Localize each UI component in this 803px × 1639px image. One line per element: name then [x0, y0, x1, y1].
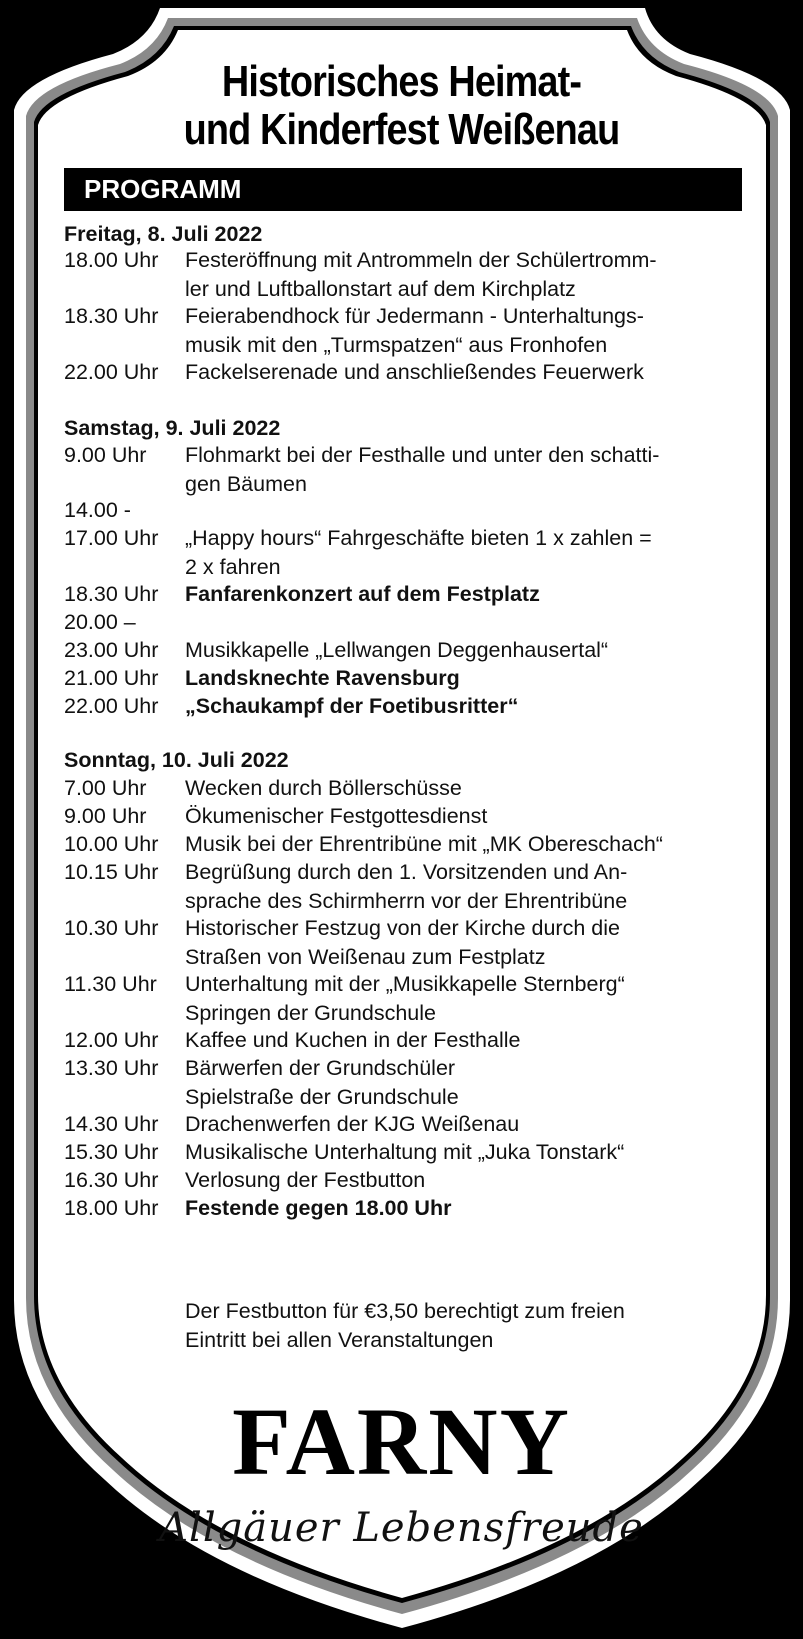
event-time: 18.00 Uhr	[64, 1196, 159, 1220]
event-time: 10.15 Uhr	[64, 860, 159, 884]
event-text: „Happy hours“ Fahrgeschäfte bieten 1 x zahlen =	[185, 526, 652, 550]
event-text: Unterhaltung mit der „Musikkapelle Sternberg“	[185, 972, 625, 996]
event-time: 7.00 Uhr	[64, 776, 147, 800]
event-time: 15.30 Uhr	[64, 1140, 159, 1164]
note-line: Der Festbutton für €3,50 berechtigt zum freien	[185, 1299, 625, 1323]
event-time: 22.00 Uhr	[64, 360, 159, 384]
event-text: 2 x fahren	[185, 555, 281, 579]
sponsor-slogan: Allgäuer Lebensfreude	[159, 1505, 644, 1551]
event-title-line2: und Kinderfest Weißenau	[183, 105, 620, 154]
event-text: Verlosung der Festbutton	[185, 1168, 426, 1192]
event-time: 10.00 Uhr	[64, 832, 159, 856]
event-time: 20.00 –	[64, 610, 136, 634]
event-text: Musik bei der Ehrentribüne mit „MK Obereschach“	[185, 832, 663, 856]
event-time: 14.30 Uhr	[64, 1112, 159, 1136]
event-time: 13.30 Uhr	[64, 1056, 159, 1080]
event-time: 17.00 Uhr	[64, 526, 159, 550]
event-time: 9.00 Uhr	[64, 804, 147, 828]
day-heading: Freitag, 8. Juli 2022	[64, 222, 263, 246]
event-text: Straßen von Weißenau zum Festplatz	[185, 945, 546, 969]
event-text: sprache des Schirmherrn vor der Ehrentribüne	[185, 889, 628, 913]
event-title-line1: Historisches Heimat-	[221, 57, 582, 106]
event-text: Spielstraße der Grundschule	[185, 1085, 459, 1109]
event-text: Flohmarkt bei der Festhalle und unter den schatti-	[185, 443, 660, 467]
event-text: Historischer Festzug von der Kirche durch die	[185, 916, 620, 940]
event-time: 21.00 Uhr	[64, 666, 159, 690]
sponsor-logo: FARNY	[232, 1388, 571, 1495]
event-time: 23.00 Uhr	[64, 638, 159, 662]
event-text: ler und Luftballonstart auf dem Kirchplatz	[185, 277, 576, 301]
event-time: 9.00 Uhr	[64, 443, 147, 467]
event-text: Begrüßung durch den 1. Vorsitzenden und An-	[185, 860, 628, 884]
event-text: Bärwerfen der Grundschüler	[185, 1056, 456, 1080]
event-text: Feierabendhock für Jedermann - Unterhaltungs-	[185, 304, 644, 328]
event-text: Festeröffnung mit Antrommeln der Schülertromm-	[185, 248, 657, 272]
event-text: „Schaukampf der Foetibusritter“	[185, 694, 519, 718]
event-text: gen Bäumen	[185, 472, 307, 496]
event-time: 18.30 Uhr	[64, 582, 159, 606]
event-text: Festende gegen 18.00 Uhr	[185, 1196, 452, 1220]
event-text: Springen der Grundschule	[185, 1001, 436, 1025]
festbutton-note	[185, 1297, 725, 1355]
event-time: 18.00 Uhr	[64, 248, 159, 272]
day-heading: Samstag, 9. Juli 2022	[64, 416, 281, 440]
event-time: 16.30 Uhr	[64, 1168, 159, 1192]
event-time: 12.00 Uhr	[64, 1028, 159, 1052]
event-time: 18.30 Uhr	[64, 304, 159, 328]
event-time: 10.30 Uhr	[64, 916, 159, 940]
event-time: 14.00 -	[64, 498, 131, 522]
event-text: Fackelserenade und anschließendes Feuerwerk	[185, 360, 644, 384]
event-text: Musikkapelle „Lellwangen Deggenhausertal“	[185, 638, 609, 662]
event-time: 22.00 Uhr	[64, 694, 159, 718]
event-text: Ökumenischer Festgottesdienst	[185, 804, 488, 828]
event-text: Musikalische Unterhaltung mit „Juka Tonstark“	[185, 1140, 625, 1164]
event-text: Wecken durch Böllerschüsse	[185, 776, 462, 800]
event-text: Drachenwerfen der KJG Weißenau	[185, 1112, 520, 1136]
event-text: Landsknechte Ravensburg	[185, 666, 460, 690]
event-text: Fanfarenkonzert auf dem Festplatz	[185, 582, 540, 606]
event-time: 11.30 Uhr	[64, 972, 157, 996]
event-text: Kaffee und Kuchen in der Festhalle	[185, 1028, 521, 1052]
note-line: Eintritt bei allen Veranstaltungen	[185, 1328, 494, 1352]
event-text: musik mit den „Turmspatzen“ aus Fronhofen	[185, 333, 608, 357]
day-heading: Sonntag, 10. Juli 2022	[64, 748, 289, 772]
section-heading: PROGRAMM	[64, 168, 742, 211]
